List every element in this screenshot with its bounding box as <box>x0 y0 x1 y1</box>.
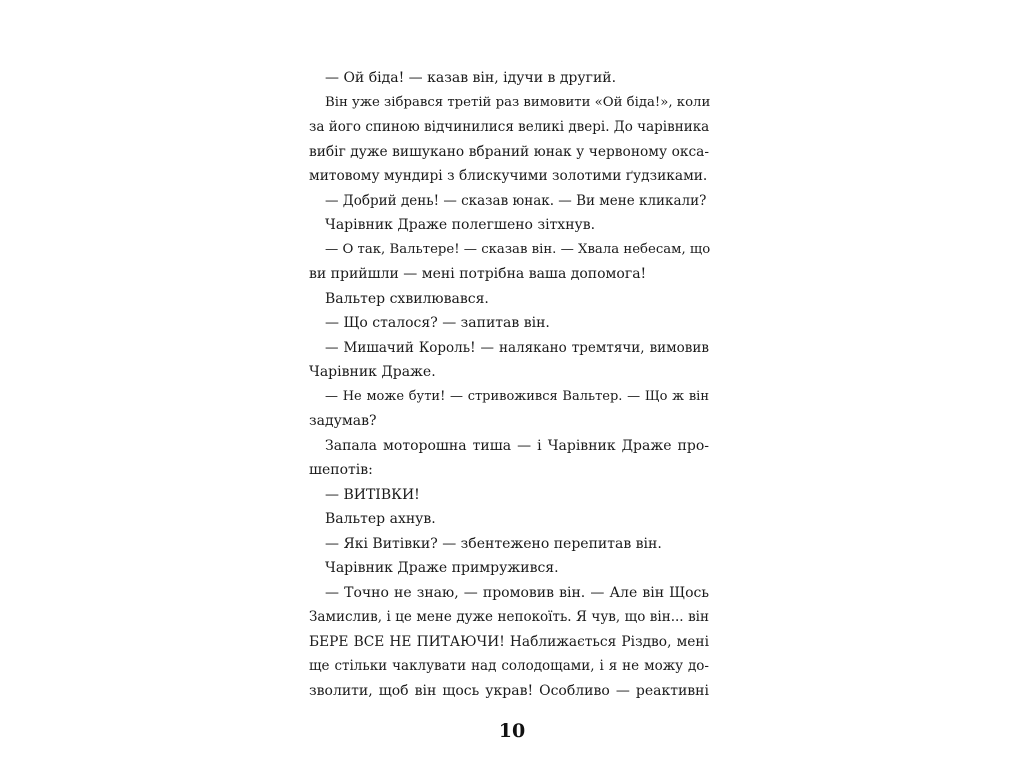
text-line: БЕРЕ ВСЕ НЕ ПИТАЮЧИ! Наближається Різдво, мені <box>309 633 709 650</box>
text-line: — Що сталося? — запитав він. <box>325 315 550 331</box>
text-line: — Ой біда! — казав він, ідучи в другий. <box>325 70 617 86</box>
text-line: Замислив, і це мене дуже непокоїть. Я чув, що він... він <box>309 609 709 625</box>
text-line: Чарівник Драже полегшено зітхнув. <box>325 217 596 233</box>
text-line: митовому мундирі з блискучими золотими ґудзиками. <box>309 168 708 184</box>
text-line: — ВИТІВКИ! <box>325 486 420 503</box>
text-line: — Не може бути! — стривожився Вальтер. — Що ж він <box>325 388 709 404</box>
text-line: задумав? <box>309 413 377 429</box>
text-line: — Які Витівки? — збентежено перепитав він. <box>325 535 662 552</box>
text-line: ви прийшли — мені потрібна ваша допомога! <box>309 266 647 282</box>
text-line: вибіг дуже вишукано вбраний юнак у червоному окса- <box>309 143 709 160</box>
page-number: 10 <box>498 720 526 742</box>
text-line: Він уже зібрався третій раз вимовити «Ой біда!», коли <box>325 94 711 110</box>
text-line: Запала моторошна тиша — і Чарівник Драже про- <box>325 437 709 454</box>
text-line: — Добрий день! — сказав юнак. — Ви мене кликали? <box>325 192 707 209</box>
text-line: Вальтер схвилювався. <box>325 290 489 307</box>
text-line: Чарівник Драже. <box>309 364 436 380</box>
text-line: — О так, Вальтере! — сказав він. — Хвала небесам, що <box>325 241 711 257</box>
text-line: — Точно не знаю, — промовив він. — Але він Щось <box>325 584 709 601</box>
body-text <box>309 66 709 703</box>
text-line: ще стільки чаклувати над солодощами, і я не можу до- <box>309 658 709 674</box>
text-line: Чарівник Драже примружився. <box>325 560 559 576</box>
text-line: — Мишачий Король! — налякано тремтячи, вимовив <box>325 339 709 356</box>
text-line: за його спиною відчинилися великі двері. До чарівника <box>309 119 710 135</box>
text-line: Вальтер ахнув. <box>325 511 436 527</box>
text-line: зволити, щоб він щось украв! Особливо — реактивні <box>309 682 709 699</box>
text-line: шепотів: <box>309 462 373 478</box>
